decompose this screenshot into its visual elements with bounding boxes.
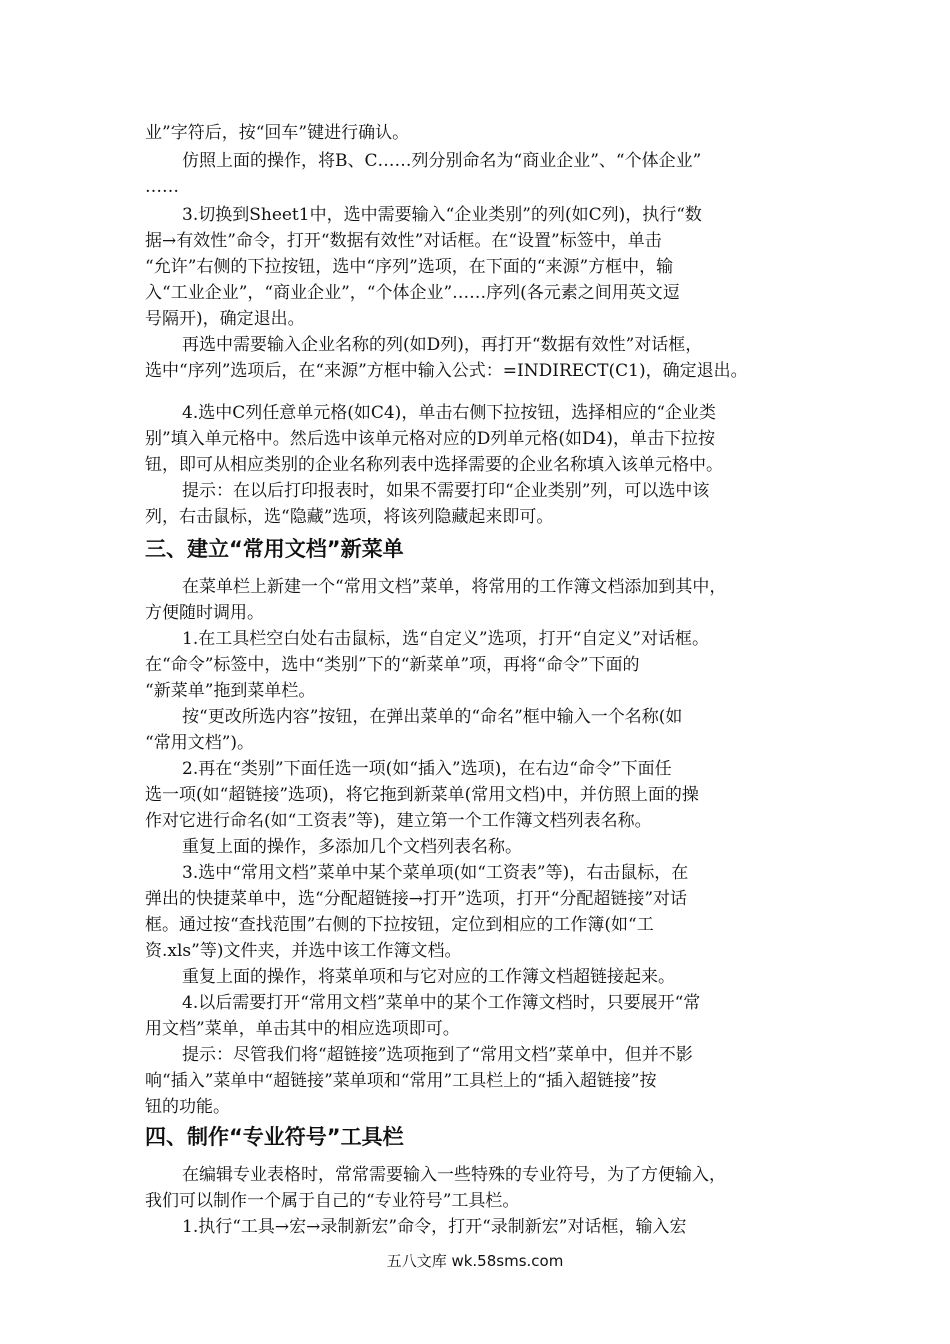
- body-line: 按“更改所选内容”按钮，在弹出菜单的“命名”框中输入一个名称(如: [182, 707, 683, 727]
- body-line: 选中“序列”选项后，在“来源”方框中输入公式：=INDIRECT(C1)，确定退出。: [145, 361, 748, 381]
- body-line: 1.在工具栏空白处右击鼠标，选“自定义”选项，打开“自定义”对话框。: [182, 629, 709, 649]
- body-line: 钮的功能。: [145, 1097, 230, 1117]
- body-line: 框。通过按“查找范围”右侧的下拉按钮，定位到相应的工作簿(如“工: [145, 915, 654, 935]
- body-line: 仿照上面的操作，将B、C……列分别命名为“商业企业”、“个体企业”: [182, 151, 702, 171]
- body-line: 用文档”菜单，单击其中的相应选项即可。: [145, 1019, 460, 1039]
- body-line: “常用文档”)。: [145, 733, 255, 753]
- body-line: 方便随时调用。: [145, 603, 264, 623]
- body-line: 在“命令”标签中，选中“类别”下的“新菜单”项，再将“命令”下面的: [145, 655, 640, 675]
- section-heading: 四、制作“专业符号”工具栏: [145, 1125, 404, 1149]
- body-line: 在菜单栏上新建一个“常用文档”菜单，将常用的工作簿文档添加到其中，: [182, 577, 727, 597]
- body-line: 提示：尽管我们将“超链接”选项拖到了“常用文档”菜单中，但并不影: [182, 1045, 693, 1065]
- body-line: 据→有效性”命令，打开“数据有效性”对话框。在“设置”标签中，单击: [145, 231, 662, 251]
- body-line: 列，右击鼠标，选“隐藏”选项，将该列隐藏起来即可。: [145, 507, 554, 527]
- body-line: 别”填入单元格中。然后选中该单元格对应的D列单元格(如D4)，单击下拉按: [145, 429, 716, 449]
- body-line: 重复上面的操作，将菜单项和与它对应的工作簿文档超链接起来。: [182, 967, 675, 987]
- body-line: 号隔开)，确定退出。: [145, 309, 305, 329]
- body-line: 作对它进行命名(如“工资表”等)，建立第一个工作簿文档列表名称。: [145, 811, 652, 831]
- body-line: ……: [145, 177, 179, 197]
- body-line: 业”字符后，按“回车”键进行确认。: [145, 123, 410, 143]
- body-line: 1.执行“工具→宏→录制新宏”命令，打开“录制新宏”对话框，输入宏: [182, 1217, 687, 1237]
- body-line: 4.以后需要打开“常用文档”菜单中的某个工作簿文档时，只要展开“常: [182, 993, 701, 1013]
- body-line: 资.xls”等)文件夹，并选中该工作簿文档。: [145, 941, 462, 961]
- body-line: 选一项(如“超链接”选项)，将它拖到新菜单(常用文档)中，并仿照上面的操: [145, 785, 699, 805]
- body-line: 重复上面的操作，多添加几个文档列表名称。: [182, 837, 522, 857]
- body-line: 我们可以制作一个属于自己的“专业符号”工具栏。: [145, 1191, 520, 1211]
- body-line: 3.切换到Sheet1中，选中需要输入“企业类别”的列(如C列)，执行“数: [182, 205, 702, 225]
- body-line: 钮，即可从相应类别的企业名称列表中选择需要的企业名称填入该单元格中。: [145, 455, 723, 475]
- body-line: 入“工业企业”，“商业企业”，“个体企业”……序列(各元素之间用英文逗: [145, 283, 680, 303]
- page-footer: 五八文库 wk.58sms.com: [386, 1252, 564, 1270]
- body-line: 在编辑专业表格时，常常需要输入一些特殊的专业符号，为了方便输入，: [182, 1165, 726, 1185]
- body-line: 提示：在以后打印报表时，如果不需要打印“企业类别”列，可以选中该: [182, 481, 710, 501]
- body-line: 响“插入”菜单中“超链接”菜单项和“常用”工具栏上的“插入超链接”按: [145, 1071, 657, 1091]
- body-line: 2.再在“类别”下面任选一项(如“插入”选项)，在右边“命令”下面任: [182, 759, 672, 779]
- section-heading: 三、建立“常用文档”新菜单: [145, 537, 404, 561]
- body-line: 3.选中“常用文档”菜单中某个菜单项(如“工资表”等)，右击鼠标，在: [182, 863, 689, 883]
- body-line: 再选中需要输入企业名称的列(如D列)，再打开“数据有效性”对话框，: [182, 335, 703, 355]
- body-line: 4.选中C列任意单元格(如C4)，单击右侧下拉按钮，选择相应的“企业类: [182, 403, 717, 423]
- body-line: 弹出的快捷菜单中，选“分配超链接→打开”选项，打开“分配超链接”对话: [145, 889, 688, 909]
- body-line: “允许”右侧的下拉按钮，选中“序列”选项，在下面的“来源”方框中，输: [145, 257, 674, 277]
- body-line: “新菜单”拖到菜单栏。: [145, 681, 316, 701]
